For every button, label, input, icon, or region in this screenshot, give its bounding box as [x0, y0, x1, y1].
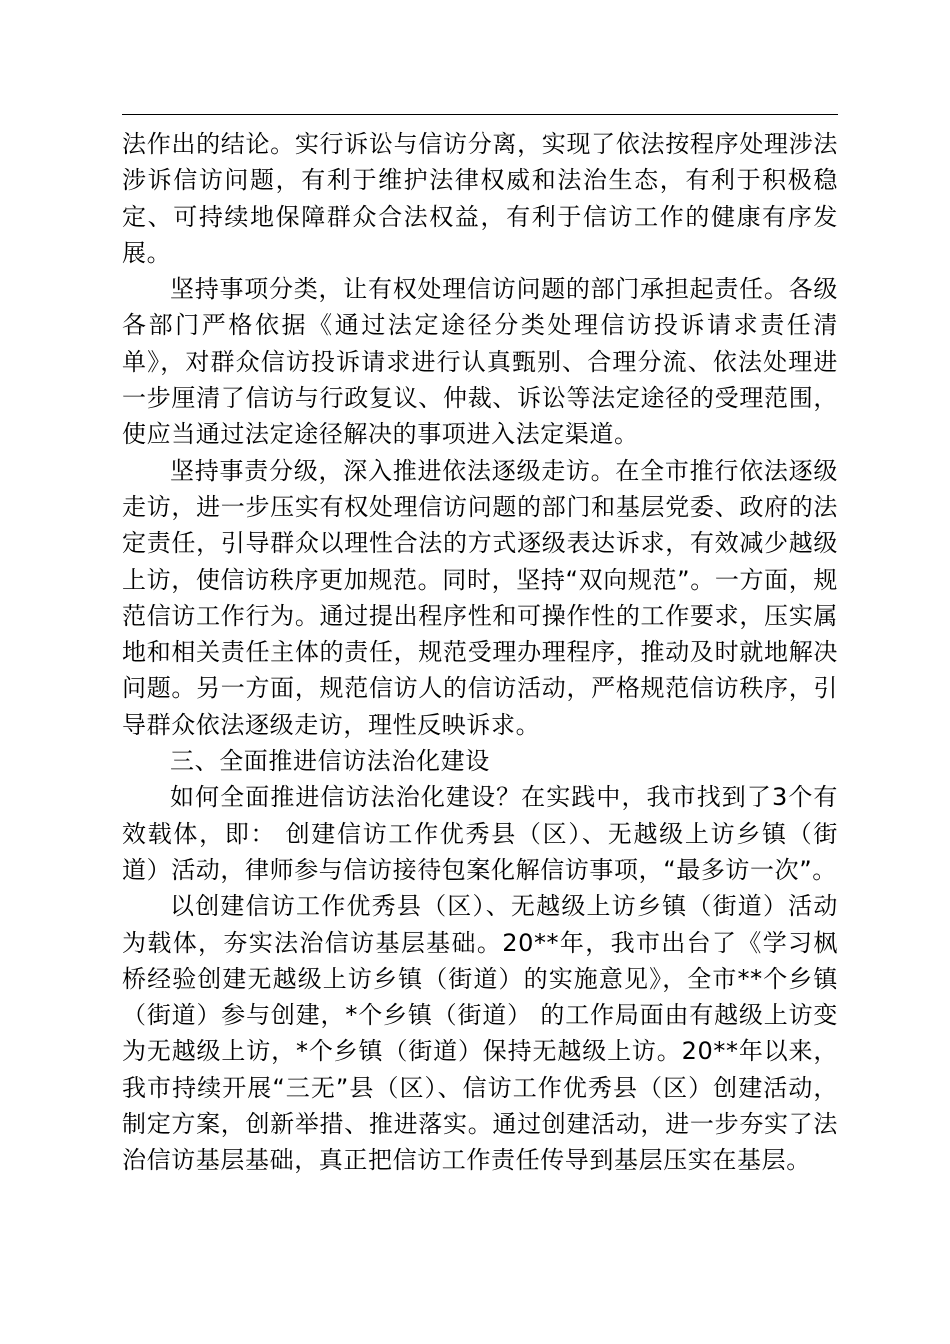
header-rule — [122, 114, 838, 115]
section-heading: 三、全面推进信访法治化建设 — [170, 747, 490, 776]
paragraph-grassroots-foundation: 以创建信访工作优秀县（区）、无越级上访乡镇（街道）活动为载体，夯实法治信访基层基础。20**年，我市出台了《学习枫桥经验创建无越级上访乡镇（街道）的实施意见》，全市**个乡镇（街道）参与创建，*个乡镇（街道） 的工作局面由有越级上访变为无越级上访，*个乡镇（街道）保持无越级上访。20**年以来，我市持续开展“三无”县（区）、信访工作优秀县（区）创建活动，制定方案，创新举措、推进落实。通过创建活动，进一步夯实了法治信访基层基础，真正把信访工作责任传导到基层压实在基层。 — [122, 892, 838, 1175]
document-body — [122, 126, 838, 1179]
paragraph-continuation: 法作出的结论。实行诉讼与信访分离，实现了依法按程序处理涉法涉诉信访问题，有利于维护法律权威和法治生态，有利于积极稳定、可持续地保障群众合法权益，有利于信访工作的健康有序发展。 — [122, 130, 838, 267]
paragraph-graded-visits: 坚持事责分级，深入推进依法逐级走访。在全市推行依法逐级走访，进一步压实有权处理信访问题的部门和基层党委、政府的法定责任，引导群众以理性合法的方式逐级表达诉求，有效减少越级上访，使信访秩序更加规范。同时，坚持“双向规范”。一方面，规范信访工作行为。通过提出程序性和可操作性的工作要求，压实属地和相关责任主体的责任，规范受理办理程序，推动及时就地解决问题。另一方面，规范信访人的信访活动，严格规范信访秩序，引导群众依法逐级走访，理性反映诉求。 — [122, 456, 838, 739]
paragraph-classification: 坚持事项分类，让有权处理信访问题的部门承担起责任。各级各部门严格依据《通过法定途径分类处理信访投诉请求责任清单》，对群众信访投诉请求进行认真甄别、合理分流、依法处理进一步厘清了信访与行政复议、仲裁、诉讼等法定途径的受理范围，使应当通过法定途径解决的事项进入法定渠道。 — [122, 275, 838, 449]
paragraph-three-carriers: 如何全面推进信访法治化建设？在实践中，我市找到了3个有效载体，即： 创建信访工作优秀县（区）、无越级上访乡镇（街道）活动，律师参与信访接待包案化解信访事项，“最多访一次”。 — [122, 783, 838, 884]
